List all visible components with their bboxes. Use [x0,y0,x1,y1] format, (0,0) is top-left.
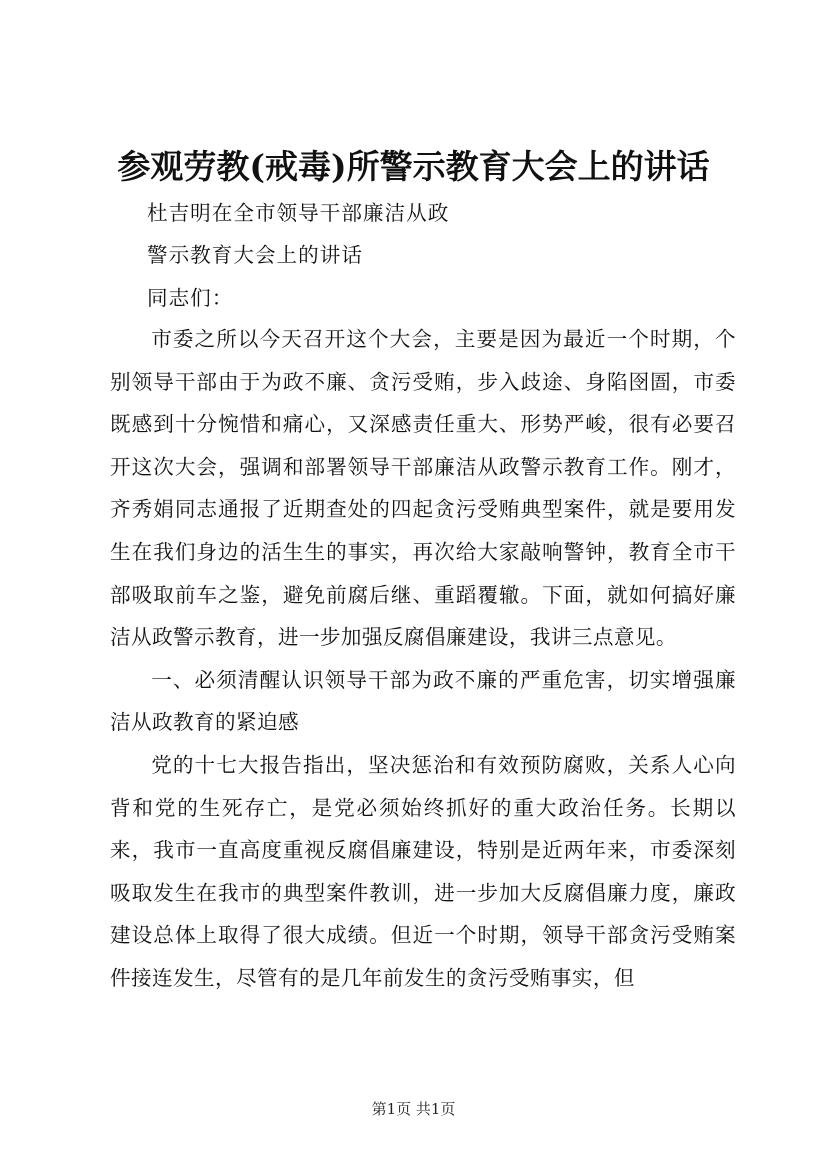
document-title: 参观劳教(戒毒)所警示教育大会上的讲话 [117,147,710,186]
greeting: 同志们： [147,286,234,310]
subtitle-line-2: 警示教育大会上的讲话 [147,243,363,267]
subtitle-line-1: 杜吉明在全市领导干部廉洁从政 [147,201,450,225]
document-body [110,318,736,1000]
paragraph-section-1: 党的十七大报告指出，坚决惩治和有效预防腐败，关系人心向背和党的生死存亡，是党必须始终抓好的重大政治任务。长期以来，我市一直高度重视反腐倡廉建设，特别是近两年来，市委深刻吸取发生在我市的典型案件教训，进一步加大反腐倡廉力度，廉政建设总体上取得了很大成绩。但近一个时期，领导干部贪污受贿案件接连发生，尽管有的是几年前发生的贪污受贿事实，但 [110,752,736,990]
page-footer: 第1页 共1页 [371,1100,456,1118]
paragraph-intro: 市委之所以今天召开这个大会，主要是因为最近一个时期，个别领导干部由于为政不廉、贪污受贿，步入歧途、身陷囹圄，市委既感到十分惋惜和痛心，又深感责任重大、形势严峻，很有必要召开这次大会，强调和部署领导干部廉洁从政警示教育工作。刚才，齐秀娟同志通报了近期查处的四起贪污受贿典型案件，就是要用发生在我们身边的活生生的事实，再次给大家敲响警钟，教育全市干部吸取前车之鉴，避免前腐后继、重蹈覆辙。下面，就如何搞好廉洁从政警示教育，进一步加强反腐倡廉建设，我讲三点意见。 [110,327,736,650]
section-heading-1: 一、必须清醒认识领导干部为政不廉的严重危害，切实增强廉洁从政教育的紧迫感 [110,667,736,735]
